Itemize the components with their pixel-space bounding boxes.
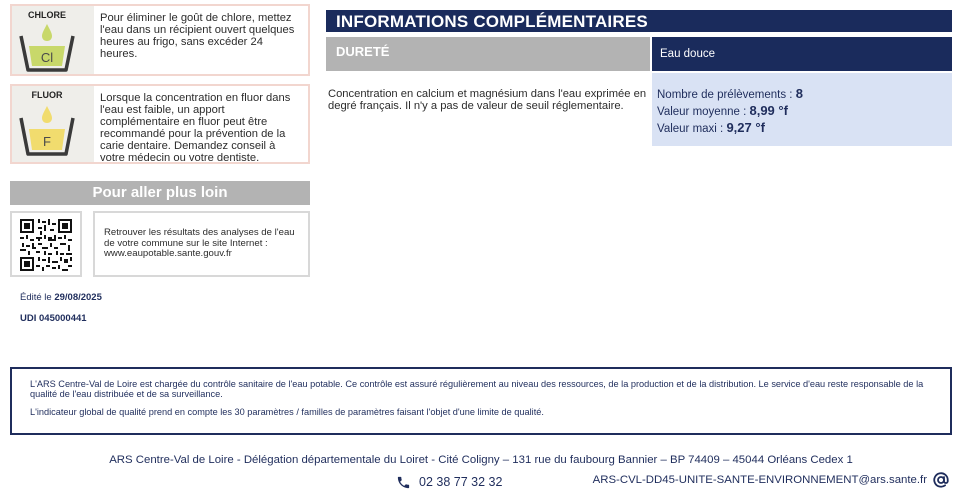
- footer-email[interactable]: [593, 471, 950, 489]
- eau-douce-header: Eau douce: [652, 37, 952, 71]
- fluor-card: [10, 84, 310, 164]
- stat-label: Valeur moyenne :: [657, 106, 750, 118]
- website-info-box: [93, 211, 310, 277]
- phone-icon: [396, 475, 411, 490]
- further-header: Pour aller plus loin: [10, 181, 310, 205]
- stat-label: Nombre de prélèvements :: [657, 89, 796, 101]
- chlore-label: CHLORE: [28, 10, 66, 20]
- chlore-basin-icon: [18, 22, 76, 72]
- edition-label: Édité le: [20, 292, 52, 303]
- qr-code-box[interactable]: [10, 211, 82, 277]
- chlore-symbol: Cl: [40, 50, 54, 65]
- durete-description: Concentration en calcium et magnésium dans l'eau exprimée en degré français. Il n'y a pas de valeur de seuil réglementaire.: [328, 88, 647, 112]
- edition-date: [20, 292, 102, 303]
- fluor-label: FLUOR: [31, 90, 63, 100]
- stat-value: 9,27 °f: [726, 120, 765, 135]
- chlore-icon-box: [12, 6, 94, 74]
- stat-value: 8: [795, 86, 803, 101]
- udi-label: UDI: [20, 313, 37, 324]
- udi-value: 045000441: [39, 313, 87, 324]
- chlore-advice: Pour éliminer le goût de chlore, mettez l'eau dans un récipient ouvert quelques heures au frigo, sans excéder 24 heures.: [100, 12, 295, 60]
- notice-line-1: L'ARS Centre-Val de Loire est chargée du contrôle sanitaire de l'eau potable. Ce contrôle est assuré régulièrement au niveau des ressources, de la production et de la distribution. Le service d'eau reste responsable de la qualité de l'eau distribuée et de sa surveillance.: [30, 379, 924, 399]
- stat-row-mean: [657, 103, 952, 120]
- phone-number[interactable]: 02 38 77 32 32: [419, 475, 503, 489]
- stat-label: Valeur maxi :: [657, 123, 727, 135]
- fluor-symbol: F: [43, 134, 51, 149]
- edition-date-value: 29/08/2025: [54, 292, 102, 303]
- stat-value: 8,99 °f: [749, 103, 788, 118]
- website-info-text: Retrouver les résultats des analyses de l'eau de votre commune sur le site Internet : www.eaupotable.sante.gouv.fr: [104, 227, 295, 259]
- fluor-basin-icon: [18, 102, 76, 156]
- chlore-card: [10, 4, 310, 76]
- at-sign-icon: [932, 471, 950, 489]
- stat-row-samples: [657, 86, 952, 103]
- ars-notice: [10, 367, 952, 435]
- fluor-advice: Lorsque la concentration en fluor dans l'eau est faible, un apport complémentaire en fluor peut être recommandé pour la prévention de la carie dentaire. Demandez conseil à votre médecin ou votre dentiste.: [100, 92, 291, 164]
- footer-address: ARS Centre-Val de Loire - Délégation départementale du Loiret - Cité Coligny – 131 rue du faubourg Bannier – BP 74409 – 45044 Orléans Cedex 1: [109, 454, 853, 466]
- qr-code-icon[interactable]: [20, 219, 72, 271]
- info-header: INFORMATIONS COMPLÉMENTAIRES: [326, 10, 952, 32]
- fluor-icon-box: [12, 86, 94, 162]
- stat-row-max: [657, 120, 952, 137]
- udi-line: [20, 313, 87, 324]
- durete-header: DURETÉ: [326, 37, 650, 71]
- footer-phone[interactable]: [396, 473, 502, 491]
- email-address[interactable]: ARS-CVL-DD45-UNITE-SANTE-ENVIRONNEMENT@ars.sante.fr: [592, 474, 927, 486]
- durete-stats: [652, 73, 952, 146]
- notice-line-2: L'indicateur global de qualité prend en compte les 30 paramètres / familles de paramètres faisant l'objet d'une limite de qualité.: [30, 407, 544, 417]
